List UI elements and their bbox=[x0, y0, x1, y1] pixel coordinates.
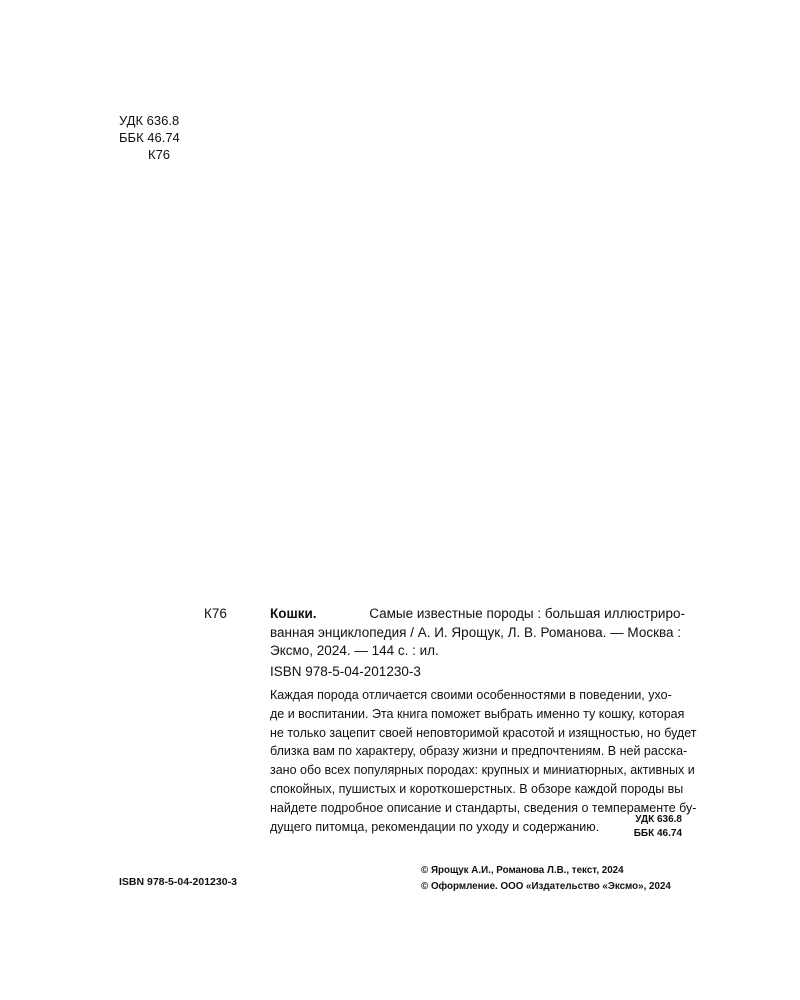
annotation-line: спокойных, пушистых и короткошерстных. В обзоре каждой породы вы bbox=[270, 781, 684, 796]
bottom-classification-codes bbox=[560, 813, 682, 840]
record-line bbox=[270, 624, 685, 643]
udk-code: УДК 636.8 bbox=[119, 113, 180, 128]
udk-code-bottom: УДК 636.8 bbox=[635, 814, 682, 825]
annotation-line: близка вам по характеру, образу жизни и предпочтениям. В ней расска- bbox=[270, 744, 688, 759]
annotation-line: де и воспитании. Эта книга поможет выбрать именно ту кошку, которая bbox=[270, 706, 685, 721]
record-line bbox=[270, 642, 685, 661]
annotation-line: зано обо всех популярных породах: крупных и миниатюрных, активных и bbox=[270, 763, 695, 778]
footer-isbn: ISBN 978-5-04-201230-3 bbox=[119, 876, 237, 888]
book-title: Кошки. bbox=[270, 606, 317, 621]
record-line-text: Самые известные породы : большая иллюстриро- bbox=[369, 606, 685, 621]
copyright-text: © Ярощук А.И., Романова Л.В., текст, 2024 bbox=[421, 865, 624, 876]
annotation-line: Каждая порода отличается своими особенностями в поведении, ухо- bbox=[270, 688, 672, 702]
record-author-sign: К76 bbox=[204, 606, 227, 621]
annotation-line: дущего питомца, рекомендации по уходу и содержанию. bbox=[270, 819, 600, 834]
copyright-design: © Оформление. ООО «Издательство «Эксмо», 2024 bbox=[421, 881, 671, 892]
bibliographic-record bbox=[270, 605, 685, 661]
annotation-line: найдете подробное описание и стандарты, сведения о темпераменте бу- bbox=[270, 800, 697, 815]
bbk-code-bottom: ББК 46.74 bbox=[633, 827, 682, 839]
record-line-text: ванная энциклопедия / А. И. Ярощук, Л. В. Романова. — Москва : bbox=[270, 624, 682, 640]
author-sign-code: К76 bbox=[148, 147, 171, 162]
record-isbn: ISBN 978-5-04-201230-3 bbox=[270, 664, 421, 679]
copyright-block bbox=[421, 863, 671, 895]
annotation-line: не только зацепит своей неповторимой красотой и изящностью, но будет bbox=[270, 725, 697, 740]
bbk-code: ББК 46.74 bbox=[119, 130, 180, 145]
record-line bbox=[270, 605, 685, 624]
top-classification-codes bbox=[119, 112, 180, 163]
record-line-text: Эксмо, 2024. — 144 с. : ил. bbox=[270, 643, 439, 658]
